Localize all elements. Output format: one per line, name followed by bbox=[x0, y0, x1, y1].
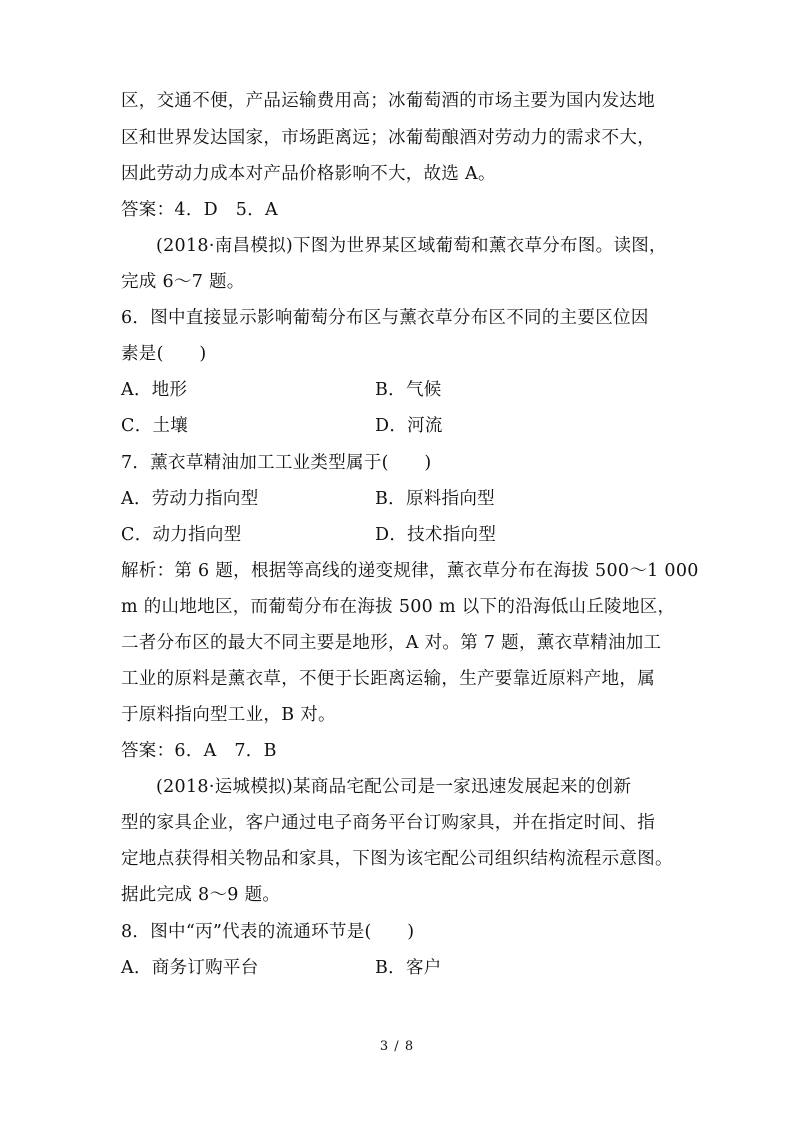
paragraph-line: 区和世界发达国家，市场距离远；冰葡萄酿酒对劳动力的需求不大， bbox=[121, 128, 655, 148]
intro-line: 定地点获得相关物品和家具，下图为该宅配公司组织结构流程示意图。 bbox=[121, 849, 673, 869]
paragraph-line: 区，交通不便，产品运输费用高；冰葡萄酒的市场主要为国内发达地 bbox=[121, 91, 655, 111]
option-c: C．动力指向型 bbox=[121, 525, 242, 545]
intro-line: 型的家具企业，客户通过电子商务平台订购家具，并在指定时间、指 bbox=[121, 813, 655, 833]
option-a: A．商务订购平台 bbox=[121, 958, 259, 978]
intro-line: 完成 6～7 题。 bbox=[121, 272, 245, 292]
question-6-stem: 6．图中直接显示影响葡萄分布区与薰衣草分布区不同的主要区位因 bbox=[121, 308, 649, 328]
analysis-line: m 的山地地区，而葡萄分布在海拔 500 m 以下的沿海低山丘陵地区， bbox=[121, 597, 676, 617]
analysis-line: 工业的原料是薰衣草，不便于长距离运输，生产要靠近原料产地，属 bbox=[121, 669, 655, 689]
question-8-stem: 8．图中“丙”代表的流通环节是( ) bbox=[121, 922, 415, 942]
option-b: B．原料指向型 bbox=[375, 489, 495, 509]
option-b: B．气候 bbox=[375, 380, 442, 400]
question-7-stem: 7．薰衣草精油加工工业类型属于( ) bbox=[121, 453, 432, 473]
analysis-line: 解析：第 6 题，根据等高线的递变规律，薰衣草分布在海拔 500～1 000 bbox=[121, 561, 699, 581]
intro-line: 据此完成 8～9 题。 bbox=[121, 885, 281, 905]
paragraph-line: 因此劳动力成本对产品价格影响不大，故选 A。 bbox=[121, 164, 496, 184]
page-number: 3 / 8 bbox=[379, 1039, 415, 1054]
option-a: A．劳动力指向型 bbox=[121, 489, 259, 509]
analysis-line: 于原料指向型工业，B 对。 bbox=[121, 705, 336, 725]
option-d: D．河流 bbox=[375, 416, 443, 436]
analysis-line: 二者分布区的最大不同主要是地形，A 对。第 7 题，薰衣草精油加工 bbox=[121, 633, 662, 653]
answer-line: 答案：4．D 5．A bbox=[121, 200, 278, 220]
option-b: B．客户 bbox=[375, 958, 442, 978]
intro-line: (2018·运城模拟)某商品宅配公司是一家迅速发展起来的创新 bbox=[156, 777, 632, 797]
intro-line: (2018·南昌模拟)下图为世界某区域葡萄和薰衣草分布图。读图， bbox=[156, 236, 667, 256]
option-a: A．地形 bbox=[121, 380, 188, 400]
answer-line: 答案：6．A 7．B bbox=[121, 741, 277, 761]
option-c: C．土壤 bbox=[121, 416, 189, 436]
option-d: D．技术指向型 bbox=[375, 525, 497, 545]
question-6-stem: 素是( ) bbox=[121, 344, 207, 364]
